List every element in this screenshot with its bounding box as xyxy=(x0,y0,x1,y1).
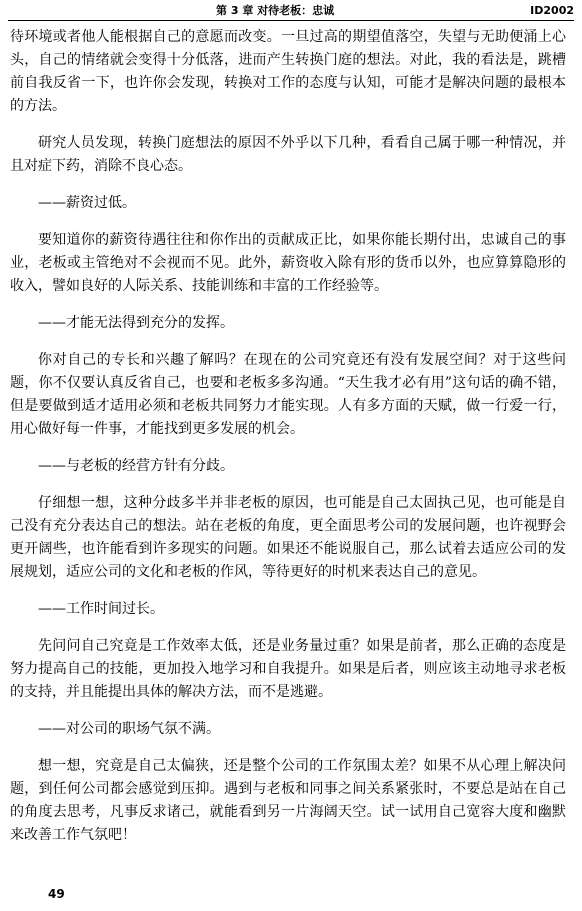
paragraph: ——对公司的职场气氛不满。 xyxy=(38,721,220,737)
paragraph: 想一想，究竟是自己太偏狭，还是整个公司的工作氛围太差？如果不从心理上解决问题，到任何公司都会感觉到压抑。遇到与老板和同事之间关系紧张时，不要总是站在自己的角度去思考，凡事反求诸己，就能看到另一片海阔天空。试一试用自己宽容大度和幽默来改善工作气氛吧！ xyxy=(10,758,566,843)
document-id: ID2002 xyxy=(530,4,574,17)
paragraph: ——工作时间过长。 xyxy=(38,601,164,617)
page-number: 49 xyxy=(48,887,65,901)
paragraph: 要知道你的薪资待遇往往和你作出的贡献成正比，如果你能长期付出，忠诚自己的事业，老板或主管绝对不会视而不见。此外，薪资收入除有形的货币以外，也应算算隐形的收入，譬如良好的人际关系、技能训练和丰富的工作经验等。 xyxy=(10,232,566,294)
paragraph: ——薪资过低。 xyxy=(38,195,136,211)
paragraph: 先问问自己究竟是工作效率太低，还是业务量过重？如果是前者，那么正确的态度是努力提高自己的技能，更加投入地学习和自我提升。如果是后者，则应该主动地寻求老板的支持，并且能提出具体的解决方法，而不是逃避。 xyxy=(10,638,566,700)
chapter-title: 第 3 章 对待老板：忠诚 xyxy=(216,4,335,17)
running-header xyxy=(8,4,574,18)
paragraph: 研究人员发现，转换门庭想法的原因不外乎以下几种，看看自己属于哪一种情况，并且对症下药，消除不良心态。 xyxy=(10,135,566,174)
paragraph: 你对自己的专长和兴趣了解吗？在现在的公司究竟还有没有发展空间？对于这些问题，你不仅要认真反省自己，也要和老板多多沟通。“天生我才必有用”这句话的确不错，但是要做到适才适用必须和老板共同努力才能实现。人有多方面的天赋，做一行爱一行，用心做好每一件事，才能找到更多发展的机会。 xyxy=(10,352,566,437)
paragraph: 待环境或者他人能根据自己的意愿而改变。一旦过高的期望值落空，失望与无助便涌上心头，自己的情绪就会变得十分低落，进而产生转换门庭的想法。对此，我的看法是，跳槽前自我反省一下，也许你会发现，转换对工作的态度与认知，可能才是解决问题的最根本的方法。 xyxy=(10,29,566,114)
header-rule xyxy=(8,20,574,21)
paragraph: 仔细想一想，这种分歧多半并非老板的原因，也可能是自己太固执己见，也可能是自己没有充分表达自己的想法。站在老板的角度，更全面思考公司的发展问题，也许视野会更开阔些，也许能看到许多现实的问题。如果还不能说服自己，那么试着去适应公司的发展规划，适应公司的文化和老板的作风，等待更好的时机来表达自己的意见。 xyxy=(10,495,566,580)
body-text xyxy=(10,26,566,861)
paragraph: ——才能无法得到充分的发挥。 xyxy=(38,315,234,331)
paragraph: ——与老板的经营方针有分歧。 xyxy=(38,458,234,474)
